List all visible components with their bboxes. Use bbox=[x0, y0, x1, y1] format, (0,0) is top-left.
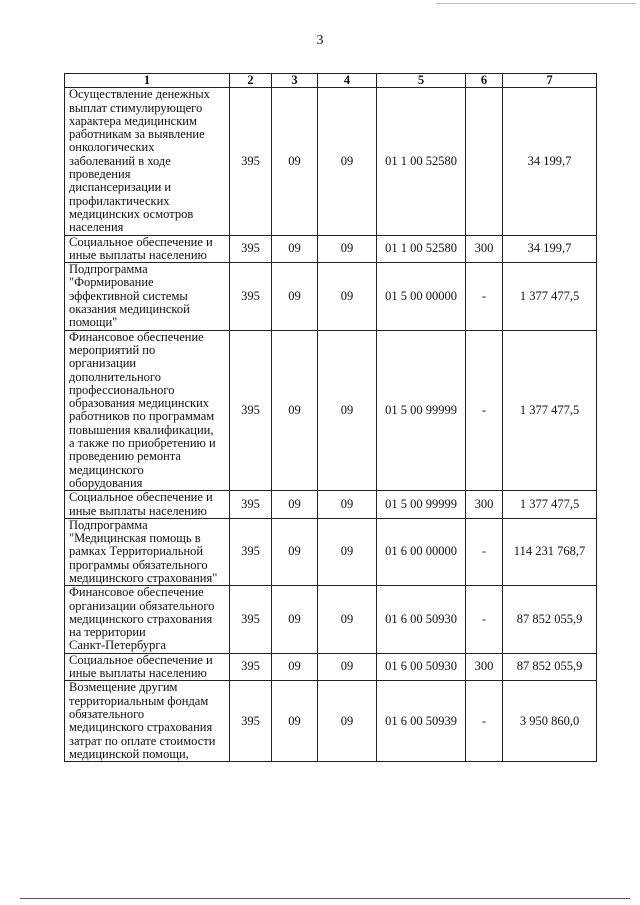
cell-expense-type: 300 bbox=[466, 491, 503, 519]
cell-target-article: 01 6 00 50939 bbox=[377, 681, 466, 762]
table-row bbox=[65, 491, 597, 519]
item-name-line: иные выплаты населению bbox=[69, 247, 207, 262]
budget-table bbox=[64, 73, 597, 762]
item-name-line: населения bbox=[69, 220, 124, 235]
item-name-line: Социальное обеспечение и bbox=[69, 234, 213, 249]
cell-code: 395 bbox=[230, 518, 272, 585]
cell-amount: 1 377 477,5 bbox=[503, 491, 597, 519]
item-name-line: медицинских осмотров bbox=[69, 206, 194, 221]
cell-item-name bbox=[65, 586, 230, 653]
cell-section: 09 bbox=[272, 235, 318, 263]
item-name-line: профессионального bbox=[69, 382, 175, 397]
cell-code: 395 bbox=[230, 263, 272, 330]
item-name-line: заболеваний в ходе bbox=[69, 153, 171, 168]
item-name-line: организации bbox=[69, 356, 137, 371]
item-name-line: Возмещение другим bbox=[69, 680, 178, 695]
cell-target-article: 01 5 00 99999 bbox=[377, 491, 466, 519]
item-name-line: медицинского страхования bbox=[69, 720, 213, 735]
scan-bottom-line bbox=[20, 898, 630, 899]
item-name-line: медицинской помощи, bbox=[69, 746, 189, 761]
column-header-3: 3 bbox=[272, 74, 318, 88]
table-row bbox=[65, 586, 597, 653]
table-row bbox=[65, 653, 597, 681]
item-name-line: а также по приобретению и bbox=[69, 436, 216, 451]
column-header-4: 4 bbox=[318, 74, 377, 88]
item-name-line: дополнительного bbox=[69, 369, 161, 384]
item-name-line: выплат стимулирующего bbox=[69, 100, 203, 115]
cell-code: 395 bbox=[230, 88, 272, 235]
item-name-line: иные выплаты населению bbox=[69, 666, 207, 681]
item-name-line: медицинского bbox=[69, 462, 144, 477]
cell-item-name bbox=[65, 235, 230, 263]
item-name-line: Санкт-Петербурга bbox=[69, 638, 167, 653]
item-name-line: рамках Территориальной bbox=[69, 544, 204, 559]
column-header-1: 1 bbox=[65, 74, 230, 88]
cell-section: 09 bbox=[272, 263, 318, 330]
item-name-line: медицинского страхования bbox=[69, 611, 213, 626]
cell-subsection: 09 bbox=[318, 653, 377, 681]
cell-amount: 3 950 860,0 bbox=[503, 681, 597, 762]
cell-section: 09 bbox=[272, 88, 318, 235]
table-row bbox=[65, 88, 597, 235]
item-name-line: затрат по оплате стоимости bbox=[69, 733, 216, 748]
item-name-line: образования медицинских bbox=[69, 396, 210, 411]
cell-target-article: 01 5 00 99999 bbox=[377, 330, 466, 491]
cell-subsection: 09 bbox=[318, 681, 377, 762]
cell-code: 395 bbox=[230, 653, 272, 681]
item-name-line: оборудования bbox=[69, 475, 143, 490]
item-name-line: Подпрограмма bbox=[69, 262, 148, 277]
item-name-line: Финансовое обеспечение bbox=[69, 585, 204, 600]
cell-amount: 114 231 768,7 bbox=[503, 518, 597, 585]
cell-target-article: 01 1 00 52580 bbox=[377, 88, 466, 235]
cell-subsection: 09 bbox=[318, 88, 377, 235]
cell-code: 395 bbox=[230, 586, 272, 653]
item-name-line: профилактических bbox=[69, 193, 170, 208]
item-name-line: эффективной системы bbox=[69, 288, 188, 303]
cell-item-name bbox=[65, 263, 230, 330]
item-name-line: работникам за выявление bbox=[69, 127, 205, 142]
cell-item-name bbox=[65, 491, 230, 519]
item-name-line: оказания медицинской bbox=[69, 302, 190, 317]
cell-subsection: 09 bbox=[318, 235, 377, 263]
item-name-line: Финансовое обеспечение bbox=[69, 329, 204, 344]
table-header-row bbox=[65, 74, 597, 88]
table-body bbox=[65, 88, 597, 762]
cell-amount: 87 852 055,9 bbox=[503, 653, 597, 681]
item-name-line: территориальным фондам bbox=[69, 693, 209, 708]
item-name-line: диспансеризации и bbox=[69, 180, 172, 195]
cell-item-name bbox=[65, 681, 230, 762]
cell-amount: 87 852 055,9 bbox=[503, 586, 597, 653]
item-name-line: Социальное обеспечение и bbox=[69, 652, 213, 667]
cell-section: 09 bbox=[272, 586, 318, 653]
cell-code: 395 bbox=[230, 235, 272, 263]
cell-item-name bbox=[65, 653, 230, 681]
cell-expense-type: - bbox=[466, 518, 503, 585]
cell-target-article: 01 6 00 50930 bbox=[377, 653, 466, 681]
cell-subsection: 09 bbox=[318, 491, 377, 519]
cell-item-name bbox=[65, 88, 230, 235]
cell-amount: 1 377 477,5 bbox=[503, 263, 597, 330]
cell-target-article: 01 6 00 00000 bbox=[377, 518, 466, 585]
item-name-line: "Формирование bbox=[69, 275, 154, 290]
item-name-line: мероприятий по bbox=[69, 342, 156, 357]
table-row bbox=[65, 518, 597, 585]
item-name-line: иные выплаты населению bbox=[69, 503, 207, 518]
cell-item-name bbox=[65, 518, 230, 585]
cell-expense-type: - bbox=[466, 263, 503, 330]
cell-amount: 34 199,7 bbox=[503, 235, 597, 263]
cell-item-name bbox=[65, 330, 230, 491]
item-name-line: проведения bbox=[69, 167, 131, 182]
item-name-line: онкологических bbox=[69, 140, 155, 155]
cell-section: 09 bbox=[272, 653, 318, 681]
cell-section: 09 bbox=[272, 681, 318, 762]
cell-amount: 1 377 477,5 bbox=[503, 330, 597, 491]
table-row bbox=[65, 235, 597, 263]
cell-expense-type: - bbox=[466, 681, 503, 762]
item-name-line: на территории bbox=[69, 625, 146, 640]
table-row bbox=[65, 330, 597, 491]
cell-expense-type: 300 bbox=[466, 235, 503, 263]
column-header-6: 6 bbox=[466, 74, 503, 88]
cell-expense-type: 300 bbox=[466, 653, 503, 681]
item-name-line: характера медицинским bbox=[69, 113, 197, 128]
page-number: 3 bbox=[316, 33, 324, 48]
cell-section: 09 bbox=[272, 518, 318, 585]
item-name-line: обязательного bbox=[69, 706, 145, 721]
scan-edge-line bbox=[436, 3, 636, 4]
cell-expense-type bbox=[466, 88, 503, 235]
table-row bbox=[65, 263, 597, 330]
cell-subsection: 09 bbox=[318, 518, 377, 585]
item-name-line: проведению ремонта bbox=[69, 449, 181, 464]
item-name-line: медицинского страхования" bbox=[69, 570, 218, 585]
table-row bbox=[65, 681, 597, 762]
cell-code: 395 bbox=[230, 681, 272, 762]
cell-code: 395 bbox=[230, 491, 272, 519]
cell-code: 395 bbox=[230, 330, 272, 491]
cell-expense-type: - bbox=[466, 586, 503, 653]
cell-expense-type: - bbox=[466, 330, 503, 491]
item-name-line: Подпрограмма bbox=[69, 517, 148, 532]
column-header-2: 2 bbox=[230, 74, 272, 88]
item-name-line: работников по программам bbox=[69, 409, 215, 424]
cell-subsection: 09 bbox=[318, 330, 377, 491]
item-name-line: программы обязательного bbox=[69, 557, 208, 572]
cell-section: 09 bbox=[272, 330, 318, 491]
cell-subsection: 09 bbox=[318, 263, 377, 330]
cell-subsection: 09 bbox=[318, 586, 377, 653]
item-name-line: Осуществление денежных bbox=[69, 87, 210, 102]
item-name-line: организации обязательного bbox=[69, 598, 215, 613]
cell-target-article: 01 6 00 50930 bbox=[377, 586, 466, 653]
cell-section: 09 bbox=[272, 491, 318, 519]
column-header-7: 7 bbox=[503, 74, 597, 88]
item-name-line: "Медицинская помощь в bbox=[69, 531, 201, 546]
column-header-5: 5 bbox=[377, 74, 466, 88]
cell-target-article: 01 1 00 52580 bbox=[377, 235, 466, 263]
cell-amount: 34 199,7 bbox=[503, 88, 597, 235]
item-name-line: повышения квалификации, bbox=[69, 422, 214, 437]
item-name-line: Социальное обеспечение и bbox=[69, 490, 213, 505]
cell-target-article: 01 5 00 00000 bbox=[377, 263, 466, 330]
item-name-line: помощи" bbox=[69, 315, 118, 330]
